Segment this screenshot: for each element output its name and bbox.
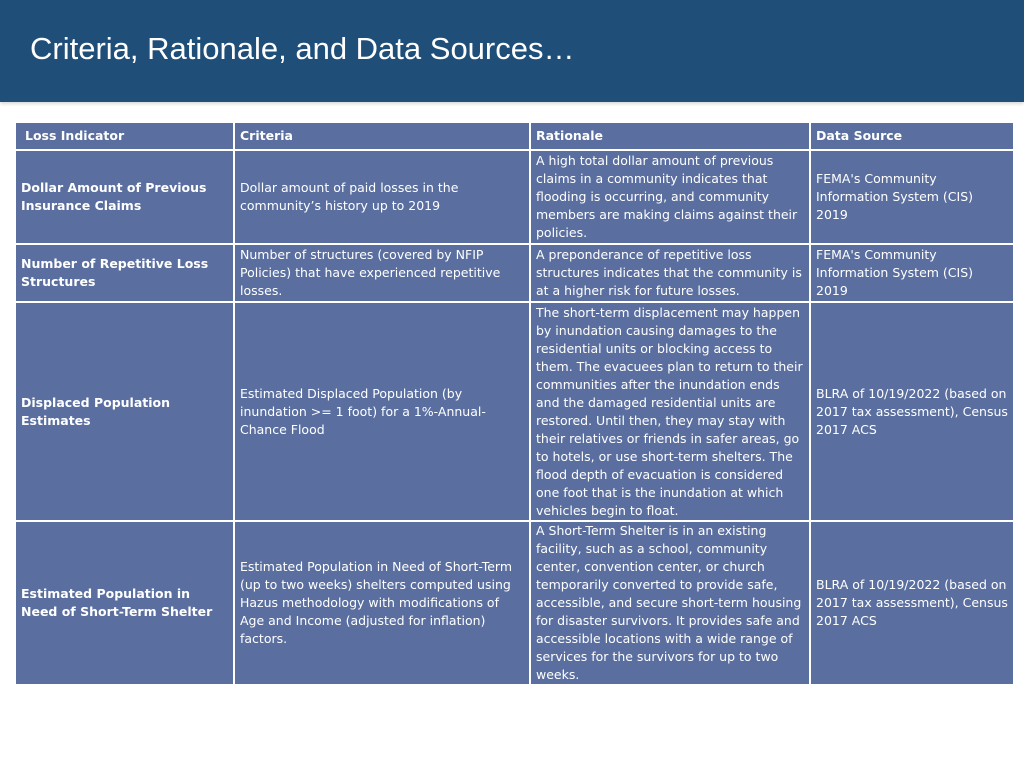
table-row bbox=[15, 244, 1014, 302]
header-loss-indicator: Loss Indicator bbox=[15, 122, 234, 150]
data-source-cell: BLRA of 10/19/2022 (based on 2017 tax assessment), Census 2017 ACS bbox=[810, 521, 1014, 685]
criteria-cell: Estimated Population in Need of Short-Term (up to two weeks) shelters computed using Hazus methodology with modifications of Age and Income (adjusted for inflation) factors. bbox=[234, 521, 530, 685]
header-rationale: Rationale bbox=[530, 122, 810, 150]
table-header-row bbox=[15, 122, 1014, 150]
table-row bbox=[15, 150, 1014, 244]
title-bar bbox=[0, 0, 1024, 102]
loss-indicator-cell: Estimated Population in Need of Short-Term Shelter bbox=[15, 521, 234, 685]
rationale-cell: A high total dollar amount of previous claims in a community indicates that flooding is occurring, and community members are making claims against their policies. bbox=[530, 150, 810, 244]
table-row bbox=[15, 302, 1014, 521]
loss-indicator-cell: Number of Repetitive Loss Structures bbox=[15, 244, 234, 302]
data-source-cell: FEMA's Community Information System (CIS) 2019 bbox=[810, 244, 1014, 302]
table-row bbox=[15, 521, 1014, 685]
data-source-cell: BLRA of 10/19/2022 (based on 2017 tax assessment), Census 2017 ACS bbox=[810, 302, 1014, 521]
data-source-cell: FEMA's Community Information System (CIS) 2019 bbox=[810, 150, 1014, 244]
loss-indicator-cell: Displaced Population Estimates bbox=[15, 302, 234, 521]
criteria-cell: Number of structures (covered by NFIP Policies) that have experienced repetitive losses. bbox=[234, 244, 530, 302]
header-criteria: Criteria bbox=[234, 122, 530, 150]
criteria-cell: Dollar amount of paid losses in the community’s history up to 2019 bbox=[234, 150, 530, 244]
criteria-table bbox=[14, 121, 1015, 686]
loss-indicator-cell: Dollar Amount of Previous Insurance Claims bbox=[15, 150, 234, 244]
rationale-cell: The short-term displacement may happen by inundation causing damages to the residential units or blocking access to them. The evacuees plan to return to their communities after the inundation ends and the damaged residential units are restored. Until then, they may stay with their relatives or friends in safer areas, go to hotels, or use short-term shelters. The flood depth of evacuation is considered one foot that is the inundation at which vehicles begin to float. bbox=[530, 302, 810, 521]
rationale-cell: A preponderance of repetitive loss structures indicates that the community is at a higher risk for future losses. bbox=[530, 244, 810, 302]
rationale-cell: A Short-Term Shelter is in an existing facility, such as a school, community center, convention center, or church temporarily converted to provide safe, accessible, and secure short-term housing for disaster survivors. It provides safe and accessible locations with a wide range of services for the survivors for up to two weeks. bbox=[530, 521, 810, 685]
header-data-source: Data Source bbox=[810, 122, 1014, 150]
slide-title: Criteria, Rationale, and Data Sources… bbox=[30, 31, 575, 66]
criteria-cell: Estimated Displaced Population (by inundation >= 1 foot) for a 1%-Annual-Chance Flood bbox=[234, 302, 530, 521]
